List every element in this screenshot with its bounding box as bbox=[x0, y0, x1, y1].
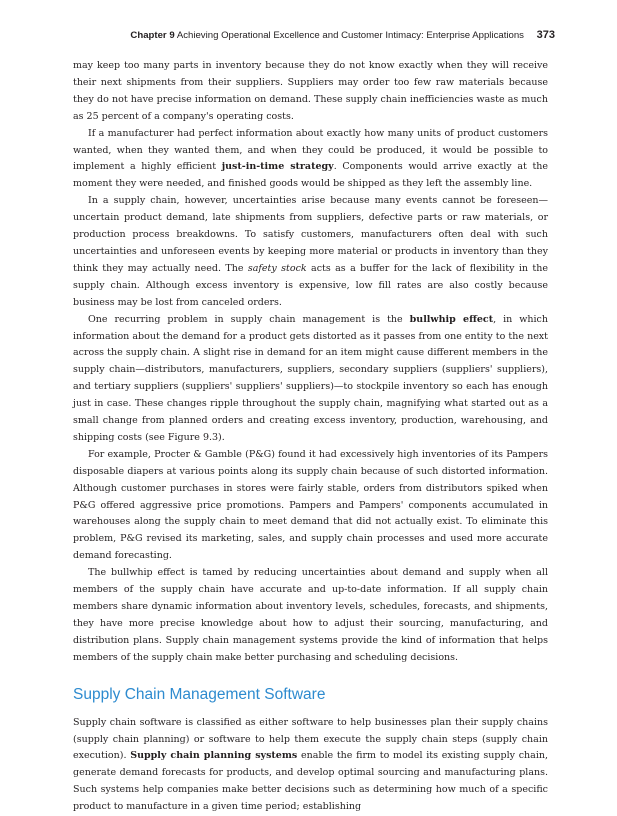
page-body bbox=[73, 58, 548, 816]
chapter-title: Achieving Operational Excellence and Customer Intimacy: Enterprise Applications bbox=[176, 30, 524, 41]
key-term-just-in-time: just-in-time strategy bbox=[221, 161, 334, 173]
section-paragraph-1 bbox=[73, 715, 548, 816]
paragraph-text: , in which information about the demand for a product gets distorted as it passes from one entity to the next across the supply chain. A slight rise in demand for an item might cause different members in the supply chain—distributors, manufacturers, suppliers, secondary suppliers (suppliers' suppliers), and tertiary suppliers (suppliers' suppliers' suppliers)—to stockpile inventory so each has enough just in case. These changes ripple throughout the supply chain, magnifying what started out as a small change from planned orders and creating excess inventory, production, warehousing, and shipping costs (see Figure 9.3). bbox=[73, 313, 548, 443]
running-header bbox=[130, 29, 555, 42]
paragraph-6: The bullwhip effect is tamed by reducing uncertainties about demand and supply when all members of the supply chain have accurate and up-to-date information. If all supply chain members share dynamic information about inventory levels, schedules, forecasts, and shipments, they have more precise knowledge about how to adjust their sourcing, manufacturing, and distribution plans. Supply chain management systems provide the kind of information that helps members of the supply chain make better purchasing and scheduling decisions. bbox=[73, 567, 548, 663]
section-heading: Supply Chain Management Software bbox=[73, 685, 326, 703]
paragraph-4 bbox=[73, 312, 548, 447]
paragraph-text: Supply chain software is classified as either software to help businesses plan their supply chains (supply chain planning) or software to help them execute the supply chain steps (supply chain execution). bbox=[73, 716, 548, 762]
key-term-bullwhip-effect: bullwhip effect bbox=[409, 313, 494, 325]
paragraph-3 bbox=[73, 193, 548, 311]
paragraph-5: For example, Procter & Gamble (P&G) found it had excessively high inventories of its Pampers disposable diapers at various points along its supply chain because of such distorted information. Although customer purchases in stores were fairly stable, orders from distributors spiked when P&G offered aggressive price promotions. Pampers and Pampers' components accumulated in warehouses along the supply chain to meet demand that did not actually exist. To eliminate this problem, P&G revised its marketing, sales, and supply chain processes and used more accurate demand forecasting. bbox=[73, 448, 548, 562]
paragraph-text: One recurring problem in supply chain management is the bbox=[88, 313, 410, 325]
page-number: 373 bbox=[536, 29, 555, 41]
paragraph-text: acts as a buffer for the lack of flexibility in the supply chain. Although excess inventory is expensive, low fill rates are also costly because business may be lost from canceled orders. bbox=[73, 262, 548, 308]
paragraph-text: If a manufacturer had perfect information about exactly how many units of product customers wanted, when they wanted them, and when they could be produced, it would be possible to implement a highly efficient bbox=[73, 127, 548, 173]
key-term-supply-chain-planning: Supply chain planning systems bbox=[130, 750, 298, 762]
paragraph-text: enable the firm to model its existing supply chain, generate demand forecasts for products, and develop optimal sourcing and manufacturing plans. Such systems help companies make better decisions such as determining how much of a specific product to manufacture in a given time period; establishing bbox=[73, 750, 548, 813]
paragraph-2 bbox=[73, 126, 548, 194]
chapter-label: Chapter 9 bbox=[130, 30, 175, 41]
paragraph-text: may keep too many parts in inventory because they do not know exactly when they will receive their next shipments from their suppliers. Suppliers may order too few raw materials because they do not have precise information on demand. These supply chain inefficiencies waste as much as 25 percent of a company's operating costs. bbox=[73, 60, 548, 122]
paragraph-text: In a supply chain, however, uncertainties arise because many events cannot be foreseen—uncertain product demand, late shipments from suppliers, defective parts or raw materials, or production process breakdowns. To satisfy customers, manufacturers often deal with such uncertainties and unforeseen events by keeping more material or products in inventory than they think they may actually need. The bbox=[73, 195, 548, 274]
paragraph-text: . Components would arrive exactly at the moment they were needed, and finished goods would be shipped as they left the assembly line. bbox=[73, 161, 548, 190]
paragraph-1 bbox=[73, 58, 548, 126]
italic-term-safety-stock: safety stock bbox=[247, 262, 307, 274]
